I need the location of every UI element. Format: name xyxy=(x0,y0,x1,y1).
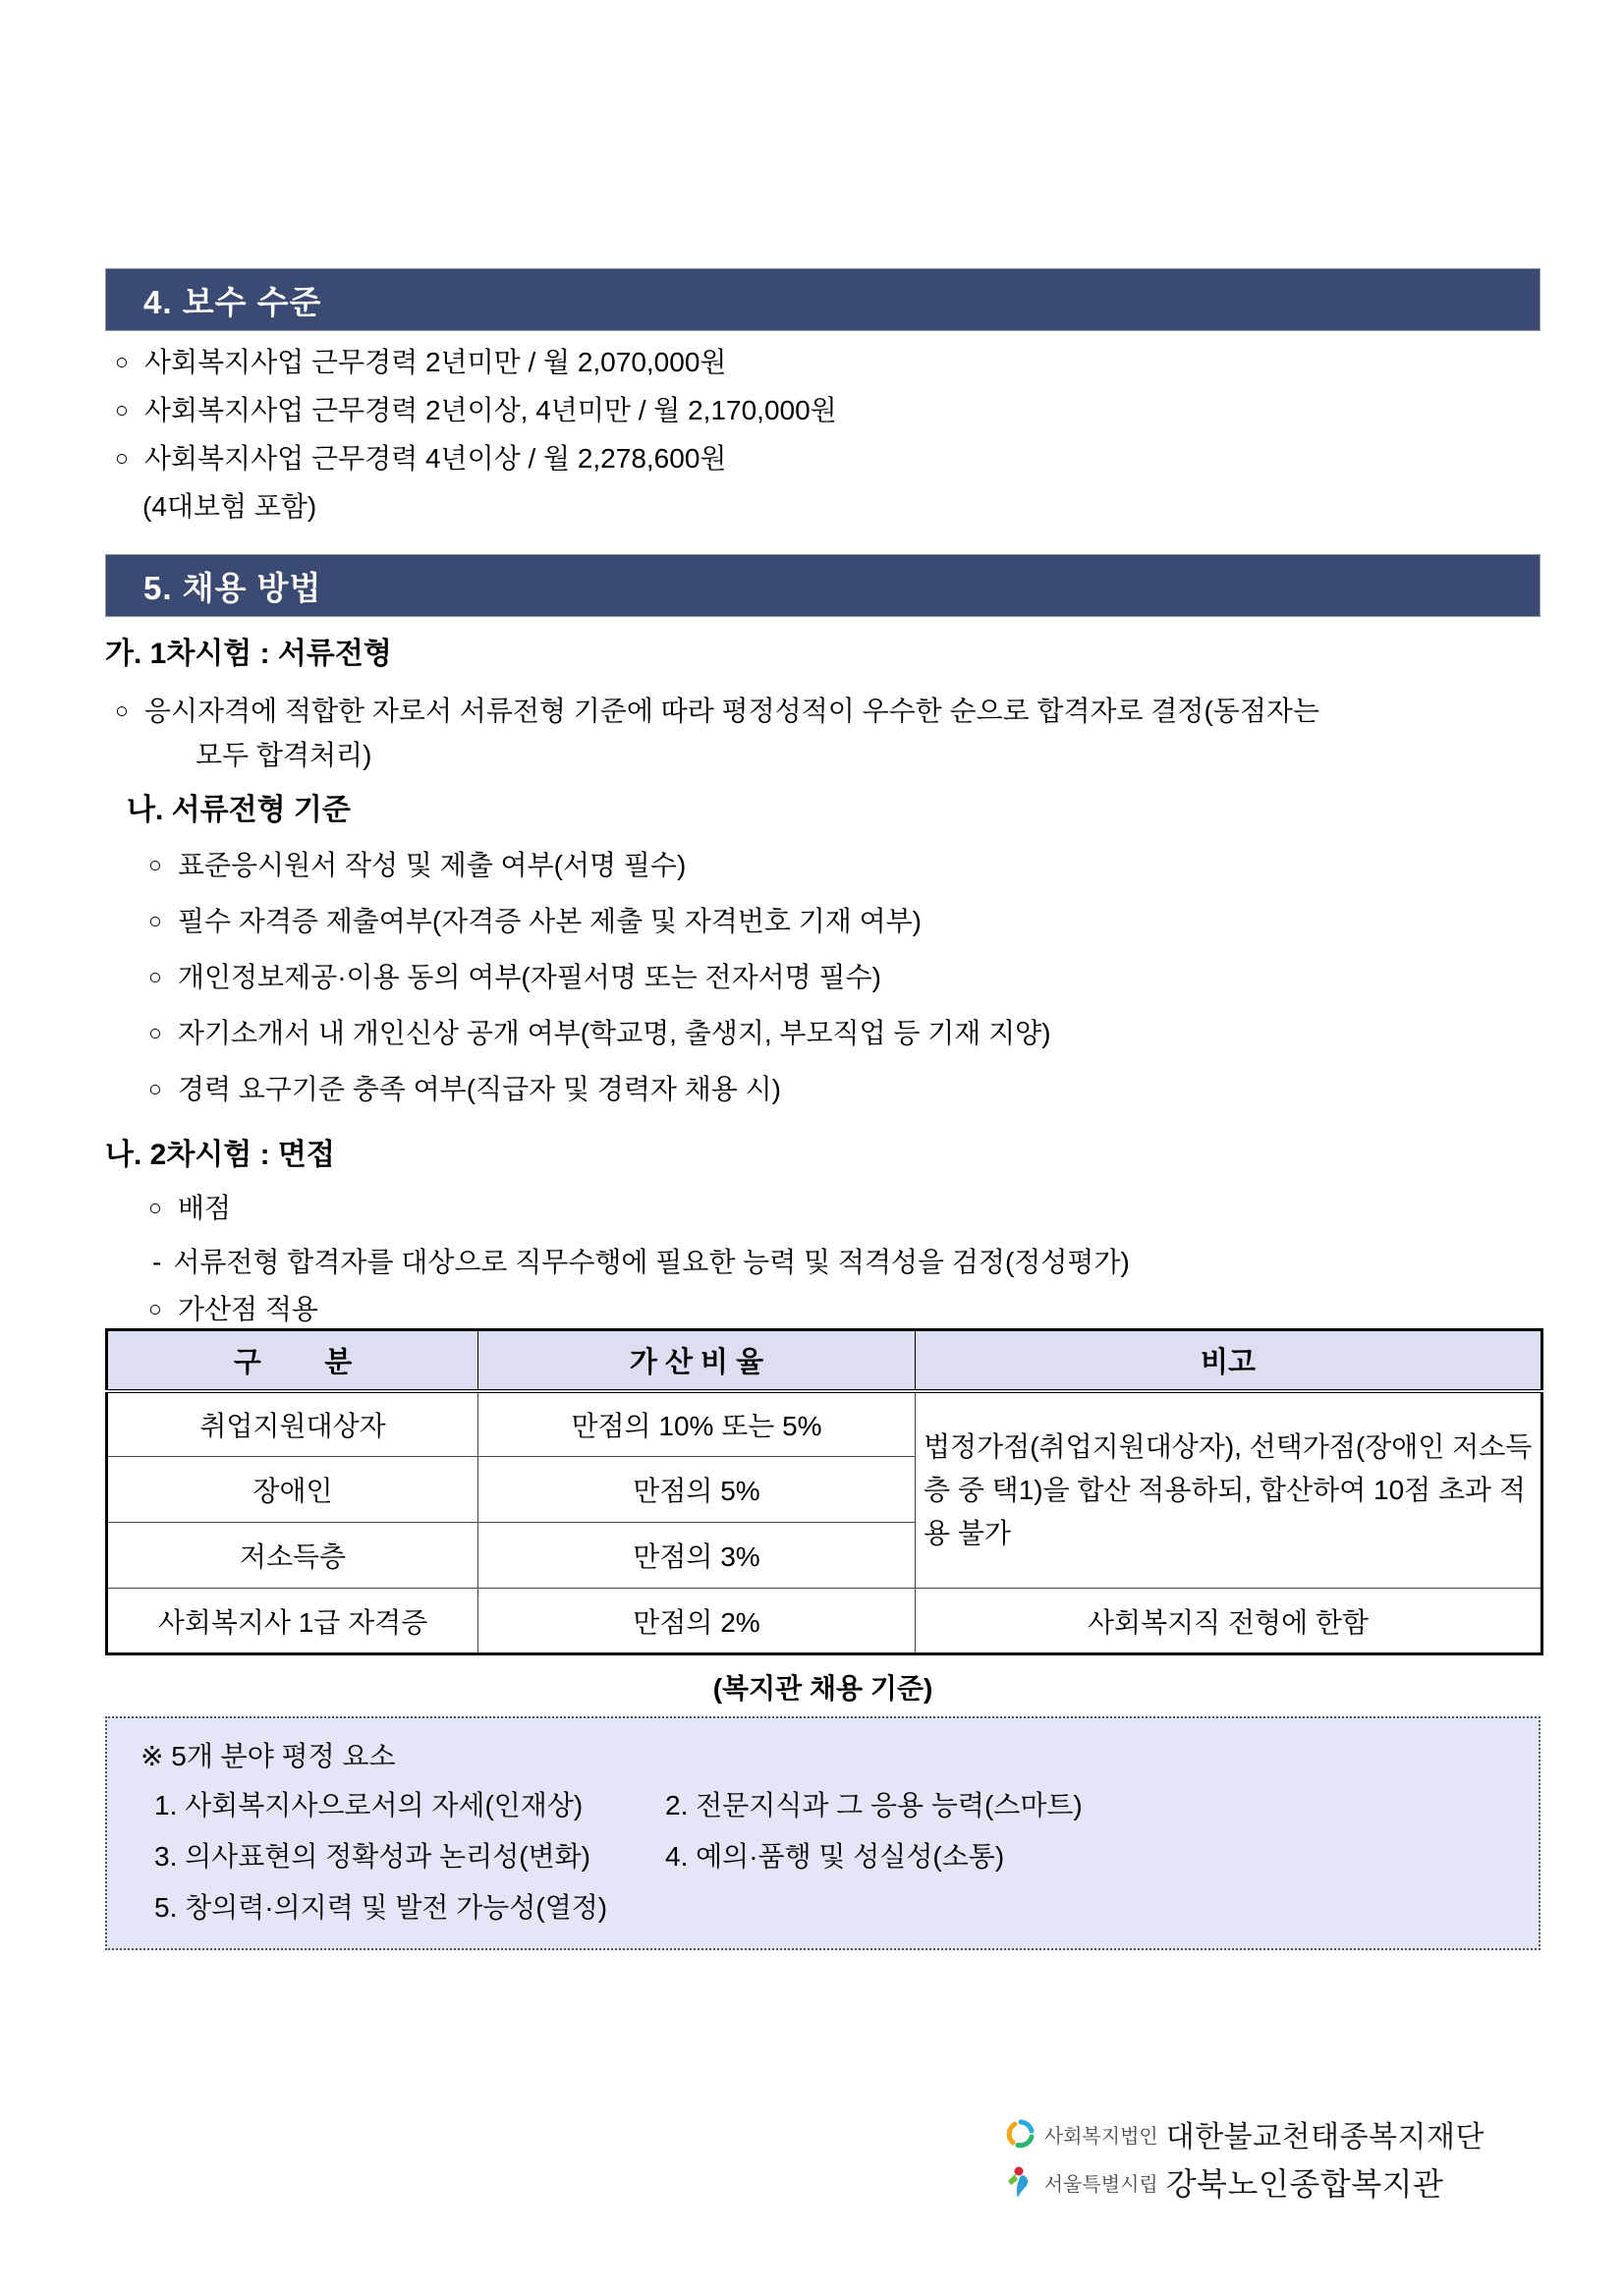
salary-item-text: 사회복지사업 근무경력 4년이상 / 월 2,278,600원 xyxy=(143,443,727,474)
circle-bullet-icon: ○ xyxy=(148,1020,162,1045)
list-item: ○ 개인정보제공·이용 동의 여부(자필서명 또는 전자서명 필수) xyxy=(105,950,1540,1006)
list-item xyxy=(105,387,1540,435)
evaluation-grid xyxy=(140,1783,1539,1931)
col-header-note: 비고 xyxy=(916,1330,1542,1391)
insurance-note: (4대보험 포함) xyxy=(142,491,317,522)
cheontae-ring-logo-icon xyxy=(1005,2118,1036,2150)
section-4-title: 4. 보수 수준 xyxy=(143,283,322,320)
table-header-row xyxy=(107,1330,1542,1391)
evaluation-item: 2. 전문지식과 그 응용 능력(스마트) xyxy=(665,1790,1083,1820)
evaluation-item: 4. 예의·품행 및 성실성(소통) xyxy=(665,1841,1005,1872)
evaluation-title: ※ 5개 분야 평정 요소 xyxy=(140,1741,396,1771)
ratio-cell: 만점의 5% xyxy=(478,1457,916,1523)
table-row xyxy=(107,1391,1542,1457)
first-exam-heading: 가. 1차시험 : 서류전형 xyxy=(105,638,392,670)
bonus-label-line: ○ 가산점 적용 xyxy=(105,1292,1540,1328)
section-4-header xyxy=(105,268,1540,331)
list-item: ○ 표준응시원서 작성 및 제출 여부(서명 필수) xyxy=(105,838,1540,894)
category-cell: 취업지원대상자 xyxy=(107,1391,478,1457)
section-5-title: 5. 채용 방법 xyxy=(143,569,322,606)
circle-bullet-icon: ○ xyxy=(148,1296,162,1321)
evaluation-item: 1. 사회복지사으로서의 자세(인재상) xyxy=(154,1790,584,1820)
ratio-cell: 만점의 10% 또는 5% xyxy=(478,1391,916,1457)
list-item xyxy=(105,339,1540,387)
circle-bullet-icon: ○ xyxy=(148,964,162,989)
circle-bullet-icon: ○ xyxy=(115,698,129,723)
circle-bullet-icon: ○ xyxy=(148,908,162,933)
list-item xyxy=(105,435,1540,483)
bonus-table xyxy=(105,1328,1543,1655)
section-5-header xyxy=(105,554,1540,617)
document-content xyxy=(105,268,1540,1950)
footer-logos xyxy=(1005,2112,1484,2205)
doc-criteria-heading: 나. 서류전형 기준 xyxy=(127,794,351,826)
center-logo-row xyxy=(1005,2159,1444,2205)
evaluation-item: 3. 의사표현의 정확성과 논리성(변화) xyxy=(154,1841,591,1872)
circle-bullet-icon: ○ xyxy=(148,1195,162,1220)
table-caption: (복지관 채용 기준) xyxy=(712,1673,933,1704)
seoul-person-logo-icon xyxy=(1005,2165,1036,2199)
category-cell: 장애인 xyxy=(107,1457,478,1523)
circle-bullet-icon: ○ xyxy=(115,397,129,422)
foundation-name: 대한불교천태종복지재단 xyxy=(1165,2121,1484,2154)
category-cell: 저소득층 xyxy=(107,1523,478,1589)
category-cell: 사회복지사 1급 자격증 xyxy=(107,1589,478,1654)
score-label-line: ○ 배점 xyxy=(105,1187,1540,1231)
center-type-label: 서울특별시립 xyxy=(1043,2173,1158,2196)
paragraph-line: ○ 응시자격에 적합한 자로서 서류전형 기준에 따라 평정성적이 우수한 순으로 합격자로 결정(동점자는 xyxy=(105,690,1540,734)
center-name: 강북노인종합복지관 xyxy=(1165,2166,1444,2202)
note-cell: 사회복지직 전형에 한함 xyxy=(916,1589,1542,1654)
col-header-category: 구 분 xyxy=(107,1330,478,1391)
score-desc-line: - 서류전형 합격자를 대상으로 직무수행에 필요한 능력 및 적격성을 검정(정성평가) xyxy=(152,1247,1130,1277)
salary-list xyxy=(105,339,1540,531)
second-exam-heading: 나. 2차시험 : 면접 xyxy=(105,1139,335,1171)
circle-bullet-icon: ○ xyxy=(115,445,129,471)
list-item: ○ 경력 요구기준 충족 여부(직급자 및 경력자 채용 시) xyxy=(105,1062,1540,1118)
list-item: ○ 자기소개서 내 개인신상 공개 여부(학교명, 출생지, 부모직업 등 기재 지양) xyxy=(105,1006,1540,1062)
foundation-logo-row xyxy=(1005,2112,1484,2155)
table-row xyxy=(107,1589,1542,1654)
circle-bullet-icon: ○ xyxy=(148,852,162,877)
circle-bullet-icon: ○ xyxy=(115,349,129,374)
doc-criteria-list xyxy=(105,838,1540,1118)
ratio-cell: 만점의 2% xyxy=(478,1589,916,1654)
col-header-ratio: 가 산 비 율 xyxy=(478,1330,916,1391)
salary-item-text: 사회복지사업 근무경력 2년미만 / 월 2,070,000원 xyxy=(143,347,727,377)
ratio-cell: 만점의 3% xyxy=(478,1523,916,1589)
circle-bullet-icon: ○ xyxy=(148,1076,162,1101)
foundation-type-label: 사회복지법인 xyxy=(1043,2125,1158,2148)
evaluation-box xyxy=(105,1716,1540,1950)
dash-bullet-icon: - xyxy=(152,1247,162,1277)
merged-note-cell: 법정가점(취업지원대상자), 선택가점(장애인 저소득층 중 택1)을 합산 적용하되, 합산하여 10점 초과 적용 불가 xyxy=(916,1391,1542,1589)
paragraph-line: 모두 합격처리) xyxy=(196,740,372,770)
evaluation-item: 5. 창의력·의지력 및 발전 가능성(열정) xyxy=(154,1892,608,1923)
salary-item-text: 사회복지사업 근무경력 2년이상, 4년미만 / 월 2,170,000원 xyxy=(143,395,837,425)
list-item: ○ 필수 자격증 제출여부(자격증 사본 제출 및 자격번호 기재 여부) xyxy=(105,894,1540,950)
first-exam-paragraph xyxy=(105,690,1540,777)
